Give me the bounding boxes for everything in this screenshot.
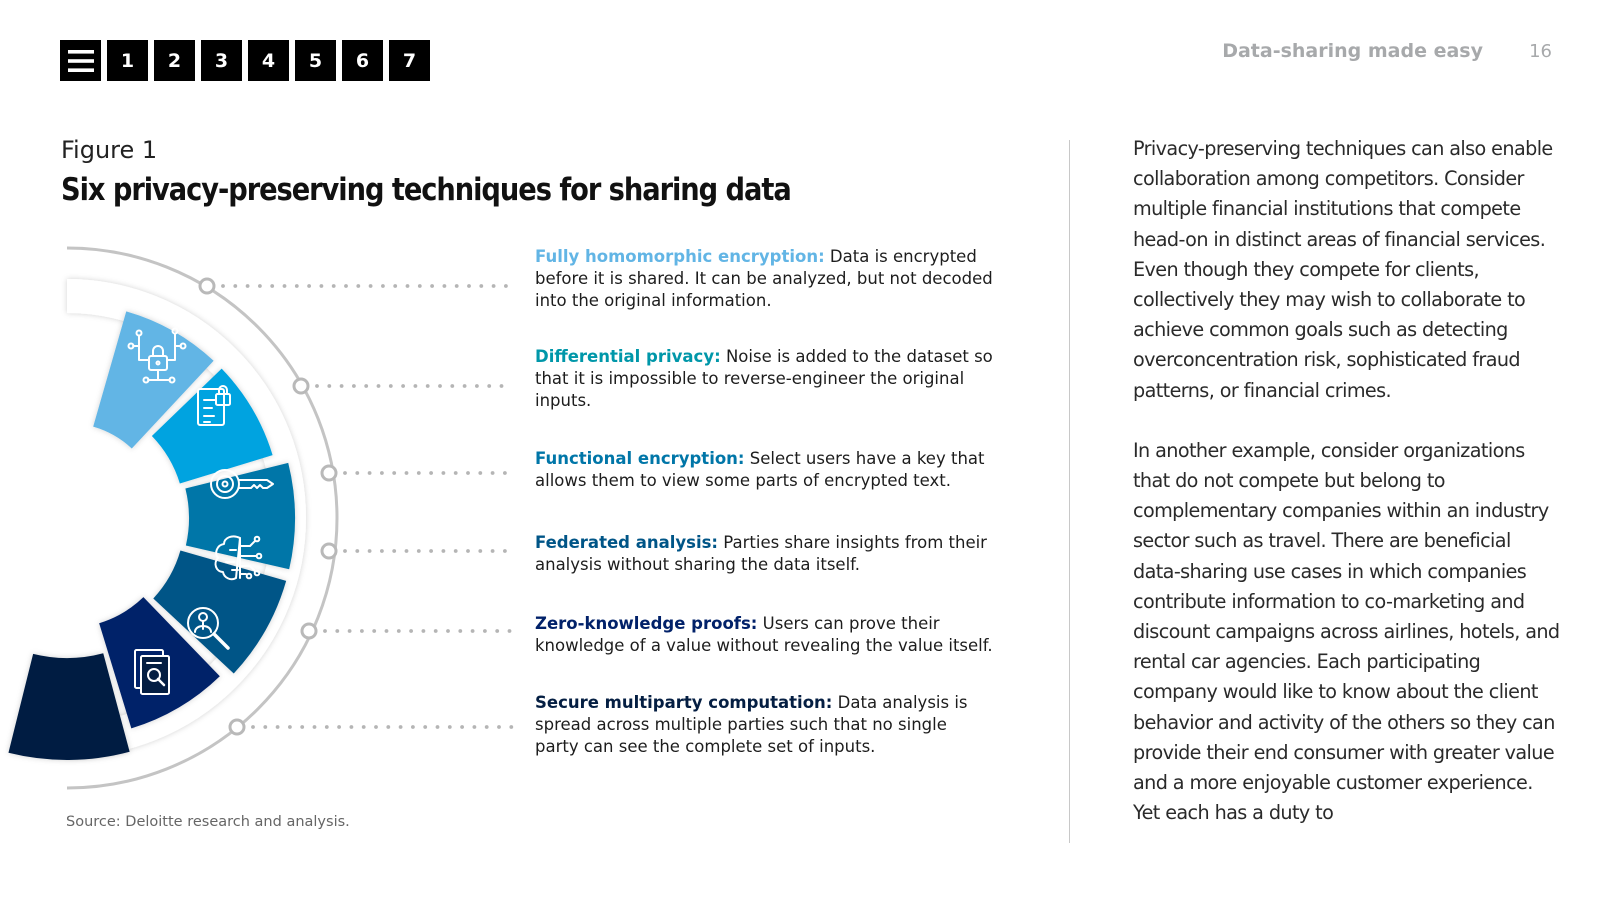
connector-node xyxy=(294,379,308,393)
technique-name: Zero-knowledge proofs: xyxy=(535,614,758,633)
technique-name: Differential privacy: xyxy=(535,347,721,366)
leader-dot xyxy=(374,725,378,729)
leader-dot xyxy=(300,725,304,729)
leader-dot xyxy=(380,471,384,475)
leader-dot xyxy=(335,629,339,633)
leader-dot xyxy=(320,284,324,288)
leader-dot xyxy=(337,725,341,729)
leader-dot xyxy=(414,384,418,388)
leader-dot xyxy=(355,549,359,553)
leader-dot xyxy=(492,284,496,288)
leader-dot xyxy=(352,384,356,388)
leader-dot xyxy=(473,725,477,729)
leader-dot xyxy=(313,725,317,729)
leader-dot xyxy=(362,725,366,729)
leader-dot xyxy=(340,384,344,388)
leader-dot xyxy=(386,725,390,729)
leader-dot xyxy=(503,549,507,553)
leader-dot xyxy=(454,471,458,475)
technique-secure-multiparty-computation xyxy=(535,692,995,758)
leader-dot xyxy=(455,284,459,288)
leader-dot xyxy=(381,284,385,288)
leader-dot xyxy=(369,284,373,288)
body-text xyxy=(1133,134,1563,858)
nav-section-4[interactable]: 4 xyxy=(248,40,289,81)
wedge-6-shape xyxy=(8,653,129,760)
leader-dot xyxy=(508,629,512,633)
leader-dot xyxy=(372,629,376,633)
nav-section-6[interactable]: 6 xyxy=(342,40,383,81)
leader-dot xyxy=(438,384,442,388)
leader-dot xyxy=(405,549,409,553)
leader-dot xyxy=(295,284,299,288)
technique-name: Federated analysis: xyxy=(535,533,719,552)
leader-dot xyxy=(430,284,434,288)
technique-description: Noise is added to the dataset so that it is impossible to reverse-engineer the original inputs. xyxy=(535,347,993,410)
technique-description: Users can prove their knowledge of a value without revealing the value itself. xyxy=(535,614,993,655)
leader-dot xyxy=(436,725,440,729)
technique-description: Select users have a key that allows them to view some parts of encrypted text. xyxy=(535,449,985,490)
leader-dot xyxy=(471,629,475,633)
technique-name: Secure multiparty computation: xyxy=(535,693,833,712)
leader-dot xyxy=(446,629,450,633)
leader-dot xyxy=(406,284,410,288)
nav-section-1[interactable]: 1 xyxy=(107,40,148,81)
leader-dot xyxy=(389,384,393,388)
leader-dot xyxy=(348,629,352,633)
leader-dot xyxy=(327,384,331,388)
technique-name: Functional encryption: xyxy=(535,449,745,468)
leader-dot xyxy=(434,629,438,633)
figure-label: Figure 1 xyxy=(61,136,158,164)
leader-dot xyxy=(385,629,389,633)
leader-dot xyxy=(458,629,462,633)
leader-dot xyxy=(332,284,336,288)
leader-dot xyxy=(276,725,280,729)
leader-dot xyxy=(377,384,381,388)
leader-dot xyxy=(423,725,427,729)
leader-dot xyxy=(355,471,359,475)
technique-description: Parties share insights from their analysis without sharing the data itself. xyxy=(535,533,987,574)
leader-dot xyxy=(475,384,479,388)
leader-dot xyxy=(500,384,504,388)
figure-source: Source: Deloitte research and analysis. xyxy=(66,814,350,830)
leader-dot xyxy=(460,725,464,729)
leader-dot xyxy=(392,549,396,553)
leader-dot xyxy=(356,284,360,288)
column-divider xyxy=(1069,140,1070,843)
leader-dot xyxy=(495,629,499,633)
leader-dot xyxy=(467,284,471,288)
figure-title: Six privacy-preserving techniques for sharing data xyxy=(61,172,791,208)
leader-dot xyxy=(315,384,319,388)
nav-section-5[interactable]: 5 xyxy=(295,40,336,81)
leader-dot xyxy=(454,549,458,553)
leader-dot xyxy=(509,725,513,729)
leader-dot xyxy=(478,471,482,475)
leader-dot xyxy=(325,725,329,729)
technique-description: Data analysis is spread across multiple parties such that no single party can see the complete set of inputs. xyxy=(535,693,968,756)
leader-dot xyxy=(397,629,401,633)
leader-dot xyxy=(417,549,421,553)
leader-dot xyxy=(485,725,489,729)
leader-dot xyxy=(344,284,348,288)
leader-dot xyxy=(429,549,433,553)
leader-dot xyxy=(418,284,422,288)
wedge-secure-multiparty-computation xyxy=(8,653,129,760)
leader-dot xyxy=(448,725,452,729)
nav-section-2[interactable]: 2 xyxy=(154,40,195,81)
leader-dot xyxy=(478,549,482,553)
nav-section-7[interactable]: 7 xyxy=(389,40,430,81)
leader-dot xyxy=(483,629,487,633)
leader-dot xyxy=(443,284,447,288)
technique-zero-knowledge-proofs xyxy=(535,613,995,657)
leader-dot xyxy=(393,284,397,288)
leader-dot xyxy=(283,284,287,288)
leader-dot xyxy=(463,384,467,388)
leader-dot xyxy=(233,284,237,288)
document-search-icon xyxy=(135,650,169,694)
technique-federated-analysis xyxy=(535,532,995,576)
leader-dot xyxy=(503,471,507,475)
leader-dot xyxy=(263,725,267,729)
technique-name: Fully homomorphic encryption: xyxy=(535,247,825,266)
leader-dot xyxy=(466,471,470,475)
leader-dot xyxy=(380,549,384,553)
leader-dot xyxy=(417,471,421,475)
nav-section-3[interactable]: 3 xyxy=(201,40,242,81)
body-paragraph-1: Privacy-preserving techniques can also enable collaboration among competitors. Consider multiple financial institutions that compete head-on in distinct areas of financial services. Even though they compete for clients, collectively they may wish to collaborate to achieve common goals such as detecting overconcentration risk, sophisticated fraud patterns, or financial crimes. xyxy=(1133,137,1553,402)
leader-dot xyxy=(307,284,311,288)
connector-node xyxy=(302,624,316,638)
leader-dot xyxy=(426,384,430,388)
body-paragraph-2: In another example, consider organizations that do not compete but belong to complementary companies within an industry sector such as travel. There are beneficial data-sharing use cases in which companies contribute information to co-marketing and discount campaigns across airlines, hotels, and rental car agencies. Each participating company would like to know about the client behavior and activity of the others so they can provide their end consumer with greater value and a more enjoyable customer experience. Yet each has a duty to xyxy=(1133,438,1560,825)
leader-dot xyxy=(405,471,409,475)
leader-dot xyxy=(497,725,501,729)
technique-functional-encryption xyxy=(535,448,995,492)
leader-dot xyxy=(246,284,250,288)
leader-dot xyxy=(491,471,495,475)
leader-dot xyxy=(368,471,372,475)
leader-dot xyxy=(487,384,491,388)
leader-dot xyxy=(360,629,364,633)
document-title: Data-sharing made easy xyxy=(1222,40,1483,62)
leader-dot xyxy=(442,471,446,475)
connector-node xyxy=(322,466,336,480)
leader-dot xyxy=(251,725,255,729)
leader-dot xyxy=(270,284,274,288)
leader-dot xyxy=(450,384,454,388)
leader-dot xyxy=(466,549,470,553)
technique-fully-homomorphic-encryption xyxy=(535,246,995,312)
leader-dot xyxy=(401,384,405,388)
leader-dot xyxy=(422,629,426,633)
leader-dot xyxy=(479,284,483,288)
leader-dot xyxy=(429,471,433,475)
leader-dot xyxy=(258,284,262,288)
leader-dot xyxy=(504,284,508,288)
technique-differential-privacy xyxy=(535,346,995,412)
leader-dot xyxy=(392,471,396,475)
leader-dot xyxy=(399,725,403,729)
leader-dot xyxy=(409,629,413,633)
leader-dot xyxy=(411,725,415,729)
leader-dot xyxy=(442,549,446,553)
leader-dot xyxy=(343,549,347,553)
leader-dot xyxy=(364,384,368,388)
leader-dot xyxy=(343,471,347,475)
connector-node xyxy=(322,544,336,558)
leader-dot xyxy=(368,549,372,553)
connector-node xyxy=(230,720,244,734)
leader-dot xyxy=(288,725,292,729)
leader-dot xyxy=(221,284,225,288)
leader-dot xyxy=(491,549,495,553)
connector-node xyxy=(200,279,214,293)
leader-dot xyxy=(350,725,354,729)
page-number: 16 xyxy=(1529,41,1552,62)
technique-description: Data is encrypted before it is shared. It can be analyzed, but not decoded into the original information. xyxy=(535,247,993,310)
leader-dot xyxy=(323,629,327,633)
